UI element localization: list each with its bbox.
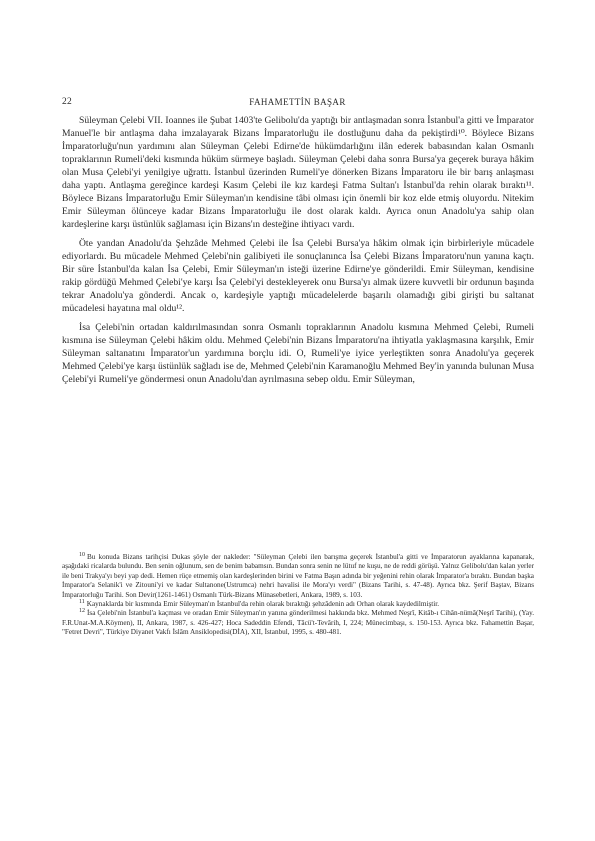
footnote-10 [62, 553, 534, 600]
footnote-number: 12 [79, 608, 85, 615]
body-paragraph-2: Öte yandan Anadolu'da Şehzâde Mehmed Çelebi ile İsa Çelebi Bursa'ya hâkim olmak için birbirleriyle mücadele ediyorlardı. Bu mücadele Mehmed Çelebi'nin galibiyeti ile sonuçlanınca İsa Çelebi Bizans İmparatoru'nun yanına kaçtı. Bir süre İstanbul'da kalan İsa Çelebi, Emir Süleyman'ın isteği üzerine Edirne'ye gönderildi. Emir Süleyman, kendisine rakip gördüğü Mehmed Çelebi'ye karşı İsa Çelebi'yi destekleyerek onu Bursa'yı almak üzere kuvvetli bir ordunun başında tekrar Anadolu'ya gönderdi. Ancak o, kardeşiyle yaptığı mücadelelerde başarılı olamadığı gibi girişti bu saltanat mücadelesi hayatına mal oldu¹². [62, 238, 534, 314]
body-paragraph-3: İsa Çelebi'nin ortadan kaldırılmasından sonra Osmanlı topraklarının Anadolu kısmına Mehmed Çelebi, Rumeli kısmına ise Süleyman Çelebi hâkim oldu. Mehmed Çelebi'nin Bizans İmparatoru'na ihtiyatla yaklaşmasına karşılık, Emir Süleyman saltanatını İmparator'un yardımına borçlu idi. O, Rumeli'ye iyice yerleştikten sonra Anadolu'ya geçerek Mehmed Çelebi'ye karşı üstünlük sağladı ise de, Mehmed Çelebi'nin Karamanoğlu Mehmed Bey'in yanında bulunan Musa Çelebi'yi Rumeli'ye göndermesi onun Anadolu'dan ayrılmasına sebep oldu. Emir Süleyman, [62, 322, 534, 385]
running-head: FAHAMETTİN BAŞAR [249, 97, 346, 107]
footnote-number: 11 [79, 598, 85, 605]
body-paragraph-1: Süleyman Çelebi VII. Ioannes ile Şubat 1403'te Gelibolu'da yaptığı bir antlaşmadan sonra İstanbul'a gitti ve İmparator Manuel'le bir antlaşma daha imzalayarak Bizans İmparatorluğu ile dostluğunu daha da pekiştirdi¹⁰. Böylece Bizans İmparatorluğu'nun yardımını alan Süleyman Çelebi Edirne'de hükümdarlığını ilân ederek babasından kalan Osmanlı topraklarının Rumeli'deki kısmında hüküm sürmeye başladı. Süleyman Çelebi daha sonra Bursa'ya geçerek buraya hâkim olan Musa Çelebi'yi yenilgiye uğrattı. İstanbul üzerinden Rumeli'ye dönerken Bizans İmparatoru ile bir barış anlaşması daha yaptı. Antlaşma gereğince kardeşi Kasım Çelebi ile kız kardeşi Fatma Sultan'ı İstanbul'da rehin olarak bıraktı¹¹. Böylece Bizans İmparatorluğu Emir Süleyman'ın kendisine tâbi olması için önemli bir koz elde etmiş oluyordu. Nitekim Emir Süleyman ölünceye kadar Bizans İmparatorluğu ile dost olarak kaldı. Ayrıca onun Anadolu'ya sahip olan kardeşlerine karşı üstünlük sağlaması için Bizans'ın desteğine ihtiyacı vardı. [62, 115, 534, 230]
footnote-12 [62, 609, 534, 637]
page-number: 22 [62, 97, 72, 107]
footnote-text: İsa Çelebi'nin İstanbul'a kaçması ve oradan Emir Süleyman'ın yanına gönderilmesi hakkında bkz. Mehmed Neşrî, Kitâb-ı Cihân-nümâ(Neşrî Tarihi), (Yay. F.R.Unat-M.A.Köymen), II, Ankara, 1987, s. 426-427; Hoca Sadeddin Efendi, Tâcü't-Tevârih, I, 224; Münecimbaşı, s. 150-153. Ayrıca bkz. Fahamettin Başar, "Fetret Devri", Türkiye Diyanet Vakfı İslâm Ansiklopedisi(DİA), XII, İstanbul, 1995, s. 480-481. [62, 609, 534, 637]
footnote-text: Kaynaklarda bir kısmında Emir Süleyman'ın İstanbul'da rehin olarak bıraktığı şehzâdenin adı Orhan olarak kaydedilmiştir. [86, 600, 440, 609]
footnotes [62, 553, 534, 638]
footnote-text: Bu konuda Bizans tarihçisi Dukas şöyle der nakleder: "Süleyman Çelebi ilen barışma geçerek İstanbul'a gitti ve İmparatorun ayaklarına kapanarak, aşağıdaki ricalarda bulundu. Ben senin oğlunum, sen de benim babamsın. Bundan sonra senin ne lütuf ne kuşu, ne de reddi görüşü. Yalnız Gelibolu'dan kalan yerler ile beni Trakya'yı beyi yap dedi. Hemen rüçe etmemiş olan kardeşlerinden birini ve Fatma Başın adında bir yeğenini rehin olarak İmparator'a bıraktı. Bundan başka İmparator'a Selanik'i ve Zitouni'yi ve kadar Sultanone(Ustrumca) nehri havalisi ile Mora'yı verdi" (Bizans Tarihi, s. 47-48). Ayrıca bkz. Şerif Baştav, Bizans İmparatorluğu Tarihi. Son Devir(1261-1461) Osmanlı Türk-Bizans Münasebetleri, Ankara, 1989, s. 103. [62, 553, 534, 599]
footnote-number: 10 [79, 551, 85, 558]
body-text [62, 114, 534, 392]
